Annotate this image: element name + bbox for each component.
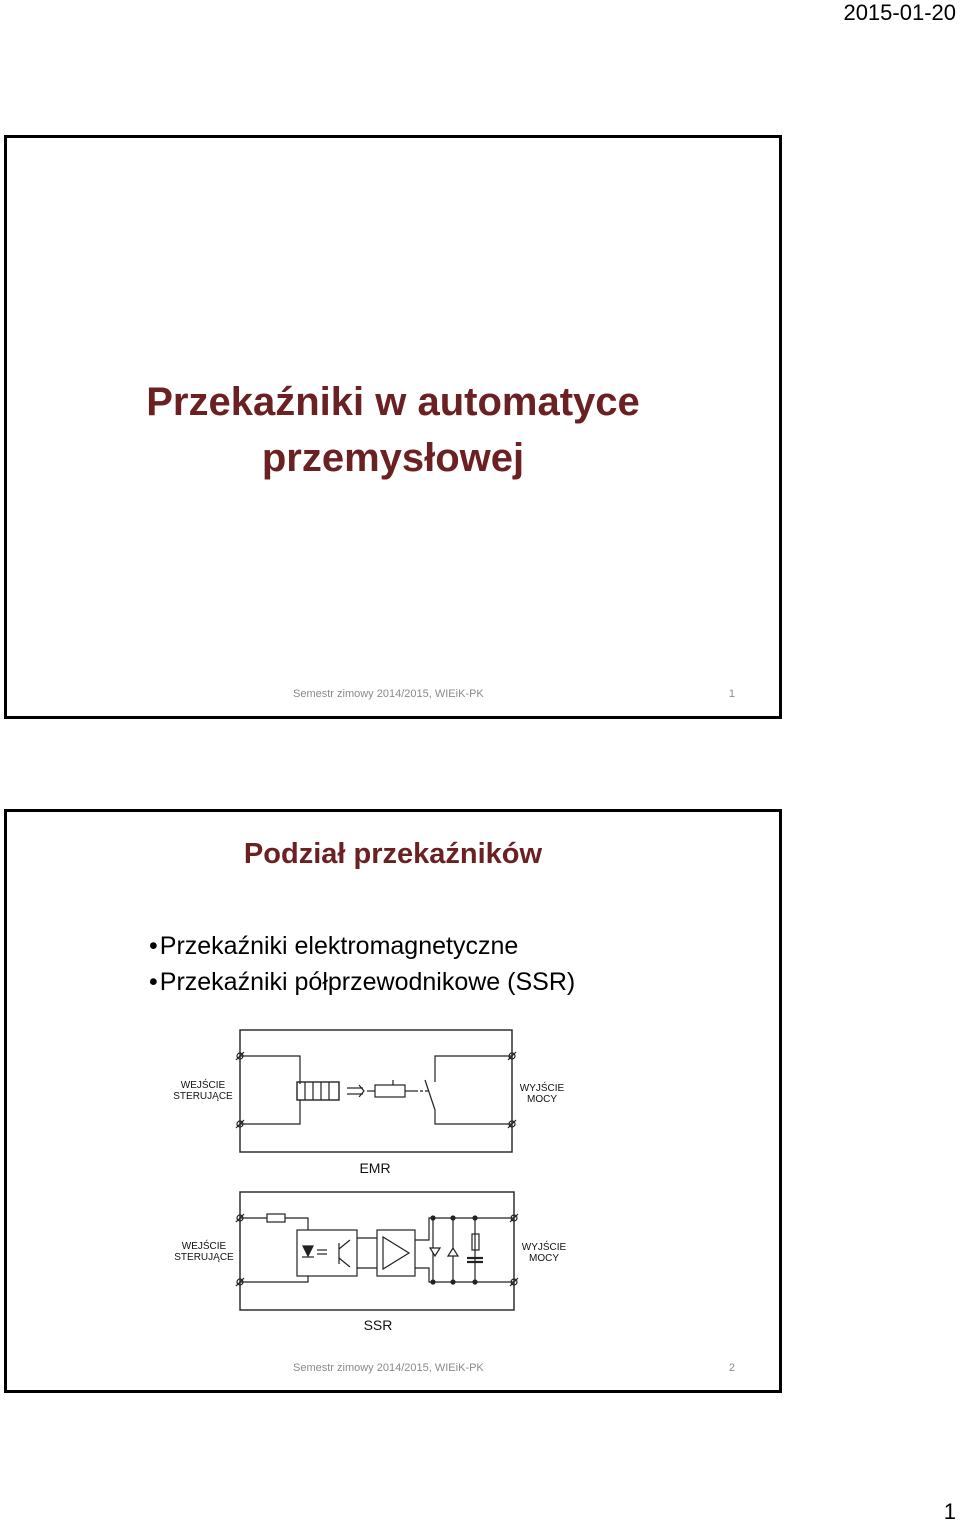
slide-1-number: 1 (728, 688, 735, 700)
bullet-item: • Przekaźniki elektromagnetyczne (149, 928, 575, 964)
ssr-output-label-2: MOCY (529, 1253, 559, 1264)
coil-icon (297, 1082, 339, 1100)
ssr-caption: SSR (363, 1317, 393, 1333)
page-number: 1 (943, 1499, 956, 1524)
emr-input-label-1: WEJŚCIE (180, 1080, 226, 1091)
armature-icon (375, 1085, 405, 1097)
slide-2-title: Podział przekaźników (243, 838, 543, 870)
ssr-block (236, 1192, 518, 1310)
resistor-icon (267, 1214, 285, 1222)
slide-2-footer: Semestr zimowy 2014/2015, WIEiK-PK (293, 1362, 484, 1374)
ssr-input-label-1: WEJŚCIE (181, 1241, 227, 1252)
emr-block (236, 1030, 516, 1152)
slide-2 (4, 809, 782, 1393)
slide-1-footer: Semestr zimowy 2014/2015, WIEiK-PK (293, 688, 484, 700)
page-date: 2015-01-20 (843, 0, 956, 25)
slide-1 (4, 135, 782, 719)
slide-2-number: 2 (728, 1362, 735, 1374)
emr-output-label-1: WYJŚCIE (519, 1083, 565, 1094)
triac-icon (430, 1248, 440, 1256)
slide-1-title-line-1: Przekaźniki w automatyce (146, 380, 640, 424)
emr-output-label-2: MOCY (527, 1094, 557, 1105)
emr-input-label-2: STERUJĄCE (173, 1091, 233, 1102)
switch-contact-icon (425, 1080, 435, 1110)
slide-1-title (7, 374, 779, 486)
relay-diagram (167, 1024, 587, 1334)
ssr-output-label-1: WYJŚCIE (521, 1242, 567, 1253)
slide-1-title-line-2: przemysłowej (261, 436, 525, 480)
bullet-item: • Przekaźniki półprzewodnikowe (SSR) (149, 964, 575, 1000)
ssr-input-label-2: STERUJĄCE (174, 1252, 234, 1263)
emr-caption: EMR (359, 1160, 391, 1176)
bullet-list (149, 928, 575, 1000)
